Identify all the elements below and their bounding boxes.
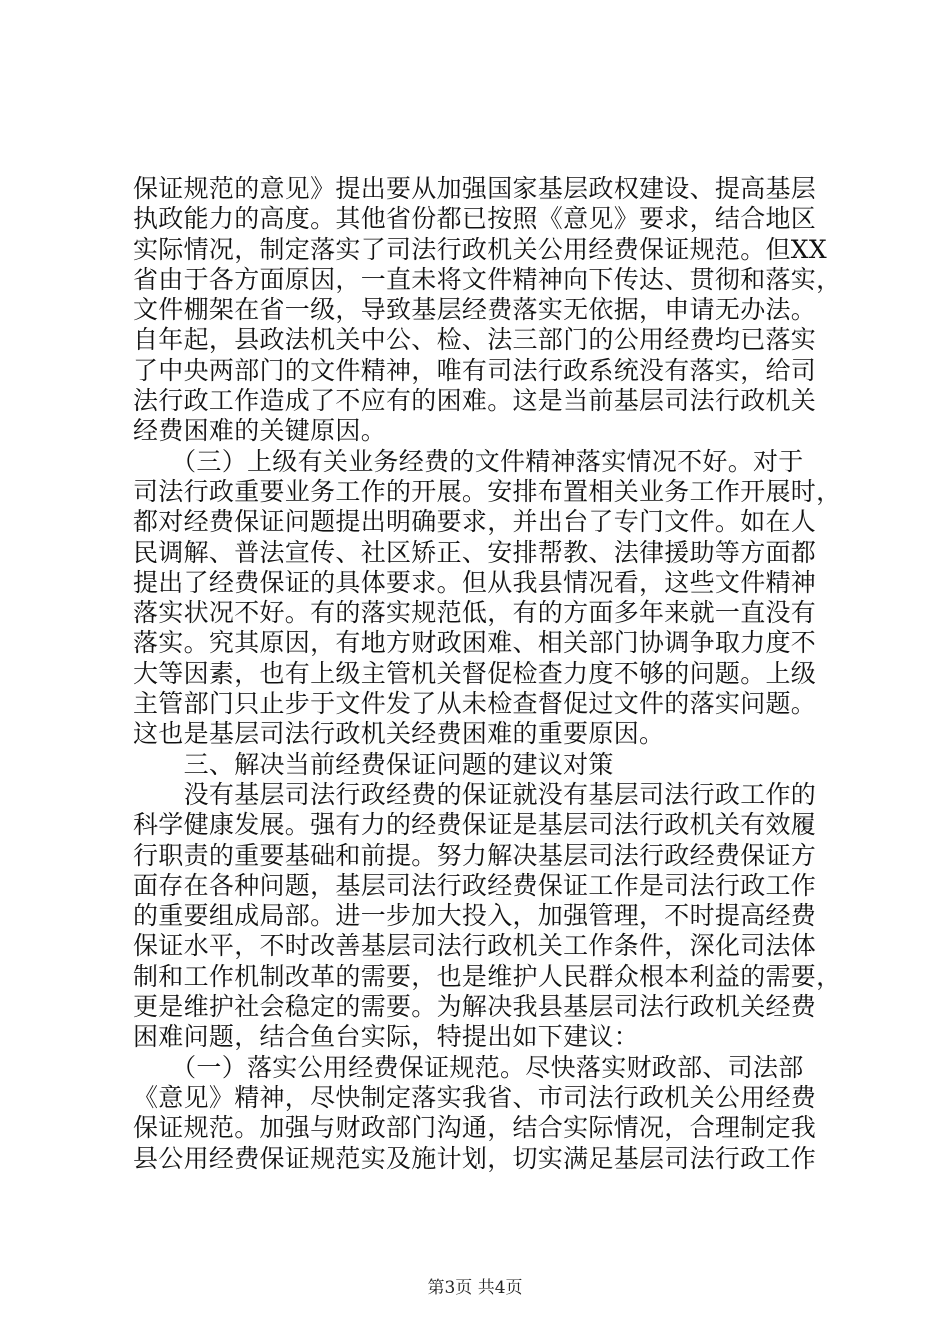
- text-line: 这也是基层司法行政机关经费困难的重要原因。: [133, 719, 665, 749]
- document-body: [133, 174, 842, 1174]
- text-line: 落实状况不好。有的落实规范低，有的方面多年来就一直没有: [133, 598, 817, 628]
- text-line: 面存在各种问题，基层司法行政经费保证工作是司法行政工作: [133, 870, 817, 900]
- text-line: 科学健康发展。强有力的经费保证是基层司法行政机关有效履: [133, 810, 817, 840]
- paragraph: [133, 779, 842, 1053]
- text-line: 大等因素，也有上级主管机关督促检查力度不够的问题。上级: [133, 658, 817, 688]
- text-line: 提出了经费保证的具体要求。但从我县情况看，这些文件精神: [133, 567, 817, 597]
- text-line: 主管部门只止步于文件发了从未检查督促过文件的落实问题。: [133, 689, 817, 719]
- text-line: 《意见》精神，尽快制定落实我省、市司法行政机关公用经费: [133, 1082, 817, 1112]
- text-line: （三）上级有关业务经费的文件精神落实情况不好。对于: [133, 446, 804, 476]
- text-line: 三、解决当前经费保证问题的建议对策: [133, 749, 614, 779]
- text-line: 没有基层司法行政经费的保证就没有基层司法行政工作的: [133, 779, 817, 809]
- text-line: 更是维护社会稳定的需要。为解决我县基层司法行政机关经费: [133, 992, 817, 1022]
- text-line: 制和工作机制改革的需要，也是维护人民群众根本利益的需要，: [133, 961, 842, 991]
- paragraph: [133, 1053, 833, 1174]
- text-line: 保证规范的意见》提出要从加强国家基层政权建设、提高基层: [133, 174, 817, 203]
- text-line: 实际情况，制定落实了司法行政机关公用经费保证规范。但XX: [133, 234, 827, 264]
- page-footer: 第3页 共4页: [427, 1278, 523, 1298]
- text-line: 保证水平，不时改善基层司法行政机关工作条件，深化司法体: [133, 931, 817, 961]
- text-line: 困难问题，结合鱼台实际，特提出如下建议：: [133, 1022, 640, 1052]
- text-line: 落实。究其原因，有地方财政困难、相关部门协调争取力度不: [133, 628, 817, 658]
- text-line: 的重要组成局部。进一步加大投入，加强管理，不时提高经费: [133, 901, 817, 931]
- text-line: 行职责的重要基础和前提。努力解决基层司法行政经费保证方: [133, 840, 817, 870]
- text-line: 自年起，县政法机关中公、检、法三部门的公用经费均已落实: [133, 325, 817, 355]
- text-line: 省由于各方面原因，一直未将文件精神向下传达、贯彻和落实，: [133, 264, 842, 294]
- text-line: 执政能力的高度。其他省份都已按照《意见》要求，结合地区: [133, 204, 817, 234]
- text-line: 县公用经费保证规范实及施计划，切实满足基层司法行政工作: [133, 1143, 817, 1173]
- text-line: （一）落实公用经费保证规范。尽快落实财政部、司法部: [133, 1052, 804, 1082]
- text-line: 保证规范。加强与财政部门沟通，结合实际情况，合理制定我: [133, 1113, 817, 1143]
- text-line: 了中央两部门的文件精神，唯有司法行政系统没有落实，给司: [133, 355, 817, 385]
- text-line: 都对经费保证问题提出明确要求，并出台了专门文件。如在人: [133, 507, 817, 537]
- paragraph: [133, 446, 842, 750]
- text-line: 文件棚架在省一级，导致基层经费落实无依据，申请无办法。: [133, 295, 817, 325]
- text-line: 经费困难的关键原因。: [133, 416, 387, 446]
- text-line: 司法行政重要业务工作的开展。安排布置相关业务工作开展时，: [133, 476, 842, 506]
- paragraph: [133, 174, 842, 447]
- text-line: 民调解、普法宣传、社区矫正、安排帮教、法律援助等方面都: [133, 537, 817, 567]
- text-line: 法行政工作造成了不应有的困难。这是当前基层司法行政机关: [133, 386, 817, 416]
- paragraph: [133, 750, 833, 780]
